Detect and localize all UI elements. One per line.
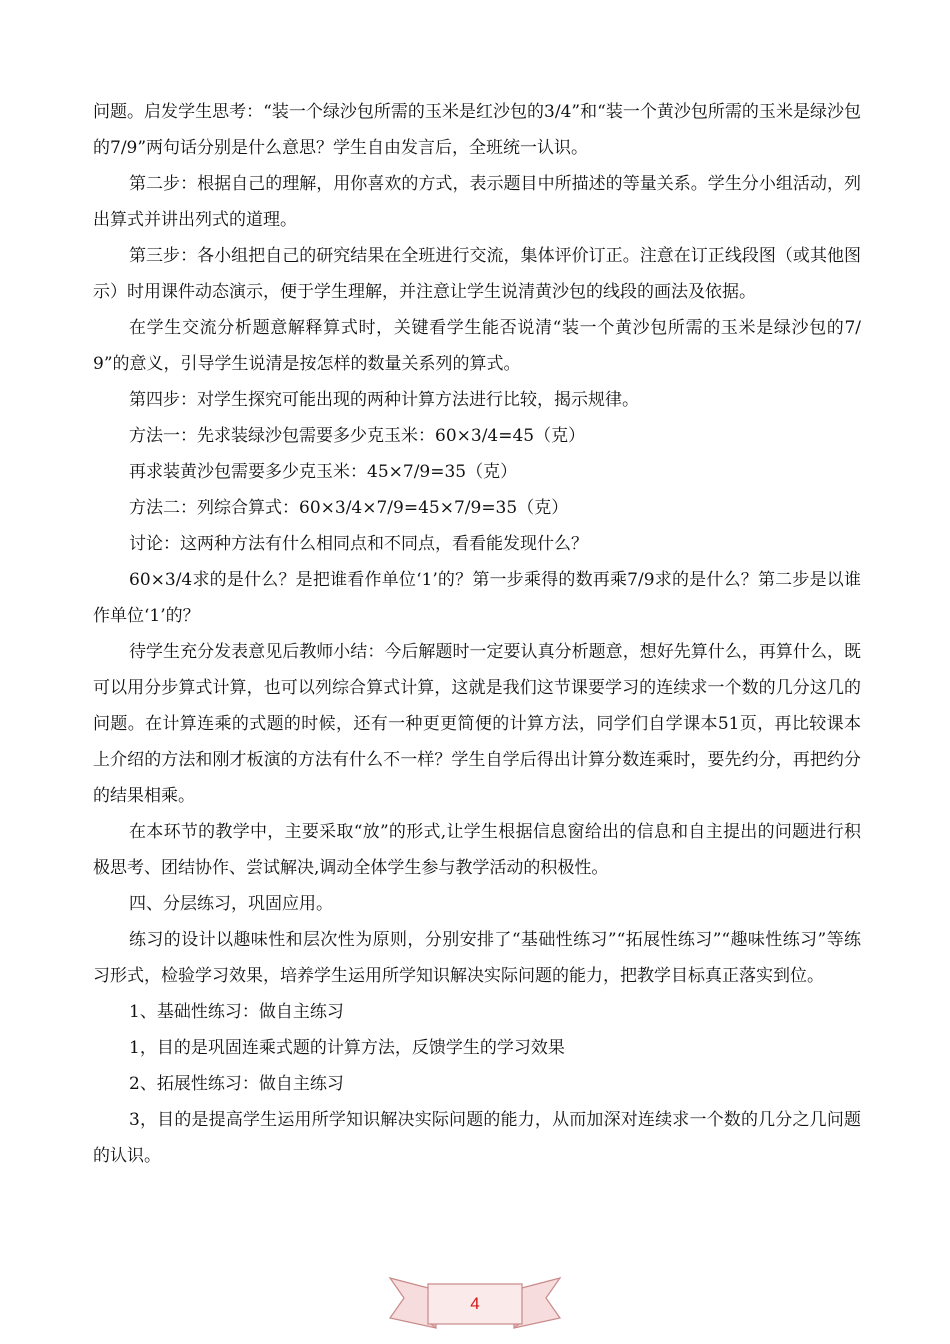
body-paragraph: 待学生充分发表意见后教师小结：今后解题时一定要认真分析题意，想好先算什么，再算什么，既可以用分步算式计算，也可以列综合算式计算，这就是我们这节课要学习的连续求一个数的几分这几的问题。在计算连乘的式题的时候，还有一种更更简便的计算方法，同学们自学课本51页，再比较课本上介绍的方法和刚才板演的方法有什么不一样？学生自学后得出计算分数连乘时，要先约分，再把约分的结果相乘。 [93, 642, 861, 806]
body-paragraph: 方法一：先求装绿沙包需要多少克玉米：60×3/4=45（克） [129, 426, 586, 446]
body-paragraph: 第四步：对学生探究可能出现的两种计算方法进行比较，揭示规律。 [129, 390, 639, 410]
body-paragraph: 练习的设计以趣味性和层次性为原则，分别安排了“基础性练习”“拓展性练习”“趣味性练习”等练习形式，检验学习效果，培养学生运用所学知识解决实际问题的能力，把教学目标真正落实到位。 [93, 930, 861, 986]
body-paragraph: 1、基础性练习：做自主练习 [129, 1002, 344, 1022]
body-paragraph: 在学生交流分析题意解释算式时，关键看学生能否说清“装一个黄沙包所需的玉米是绿沙包的7/9”的意义，引导学生说清是按怎样的数量关系列的算式。 [93, 318, 861, 374]
body-paragraph: 1，目的是巩固连乘式题的计算方法，反馈学生的学习效果 [129, 1038, 565, 1058]
body-paragraph: 四、分层练习，巩固应用。 [129, 894, 333, 914]
body-paragraph: 3，目的是提高学生运用所学知识解决实际问题的能力，从而加深对连续求一个数的几分之几问题的认识。 [93, 1110, 861, 1166]
body-paragraph: 在本环节的教学中，主要采取“放”的形式,让学生根据信息窗给出的信息和自主提出的问题进行积极思考、团结协作、尝试解决,调动全体学生参与教学活动的积极性。 [93, 822, 861, 878]
body-paragraph: 讨论：这两种方法有什么相同点和不同点，看看能发现什么？ [129, 534, 588, 554]
body-paragraph: 再求装黄沙包需要多少克玉米：45×7/9=35（克） [129, 462, 518, 482]
body-paragraph: 60×3/4求的是什么？是把谁看作单位‘1’的？第一步乘得的数再乘7/9求的是什么？第二步是以谁作单位‘1’的？ [93, 570, 861, 626]
body-paragraph: 问题。启发学生思考：“装一个绿沙包所需的玉米是红沙包的3/4”和“装一个黄沙包所需的玉米是绿沙包的7/9”两句话分别是什么意思？学生自由发言后，全班统一认识。 [93, 102, 861, 158]
body-paragraph: 2、拓展性练习：做自主练习 [129, 1074, 344, 1094]
page-number-ribbon [388, 1270, 562, 1340]
document-body [93, 94, 861, 1174]
body-paragraph: 第二步：根据自己的理解，用你喜欢的方式，表示题目中所描述的等量关系。学生分小组活动，列出算式并讲出列式的道理。 [93, 174, 861, 230]
page-number: 4 [470, 1294, 480, 1313]
body-paragraph: 方法二：列综合算式：60×3/4×7/9=45×7/9=35（克） [129, 498, 569, 518]
body-paragraph: 第三步：各小组把自己的研究结果在全班进行交流，集体评价订正。注意在订正线段图（或其他图示）时用课件动态演示，便于学生理解，并注意让学生说清黄沙包的线段的画法及依据。 [93, 246, 861, 302]
